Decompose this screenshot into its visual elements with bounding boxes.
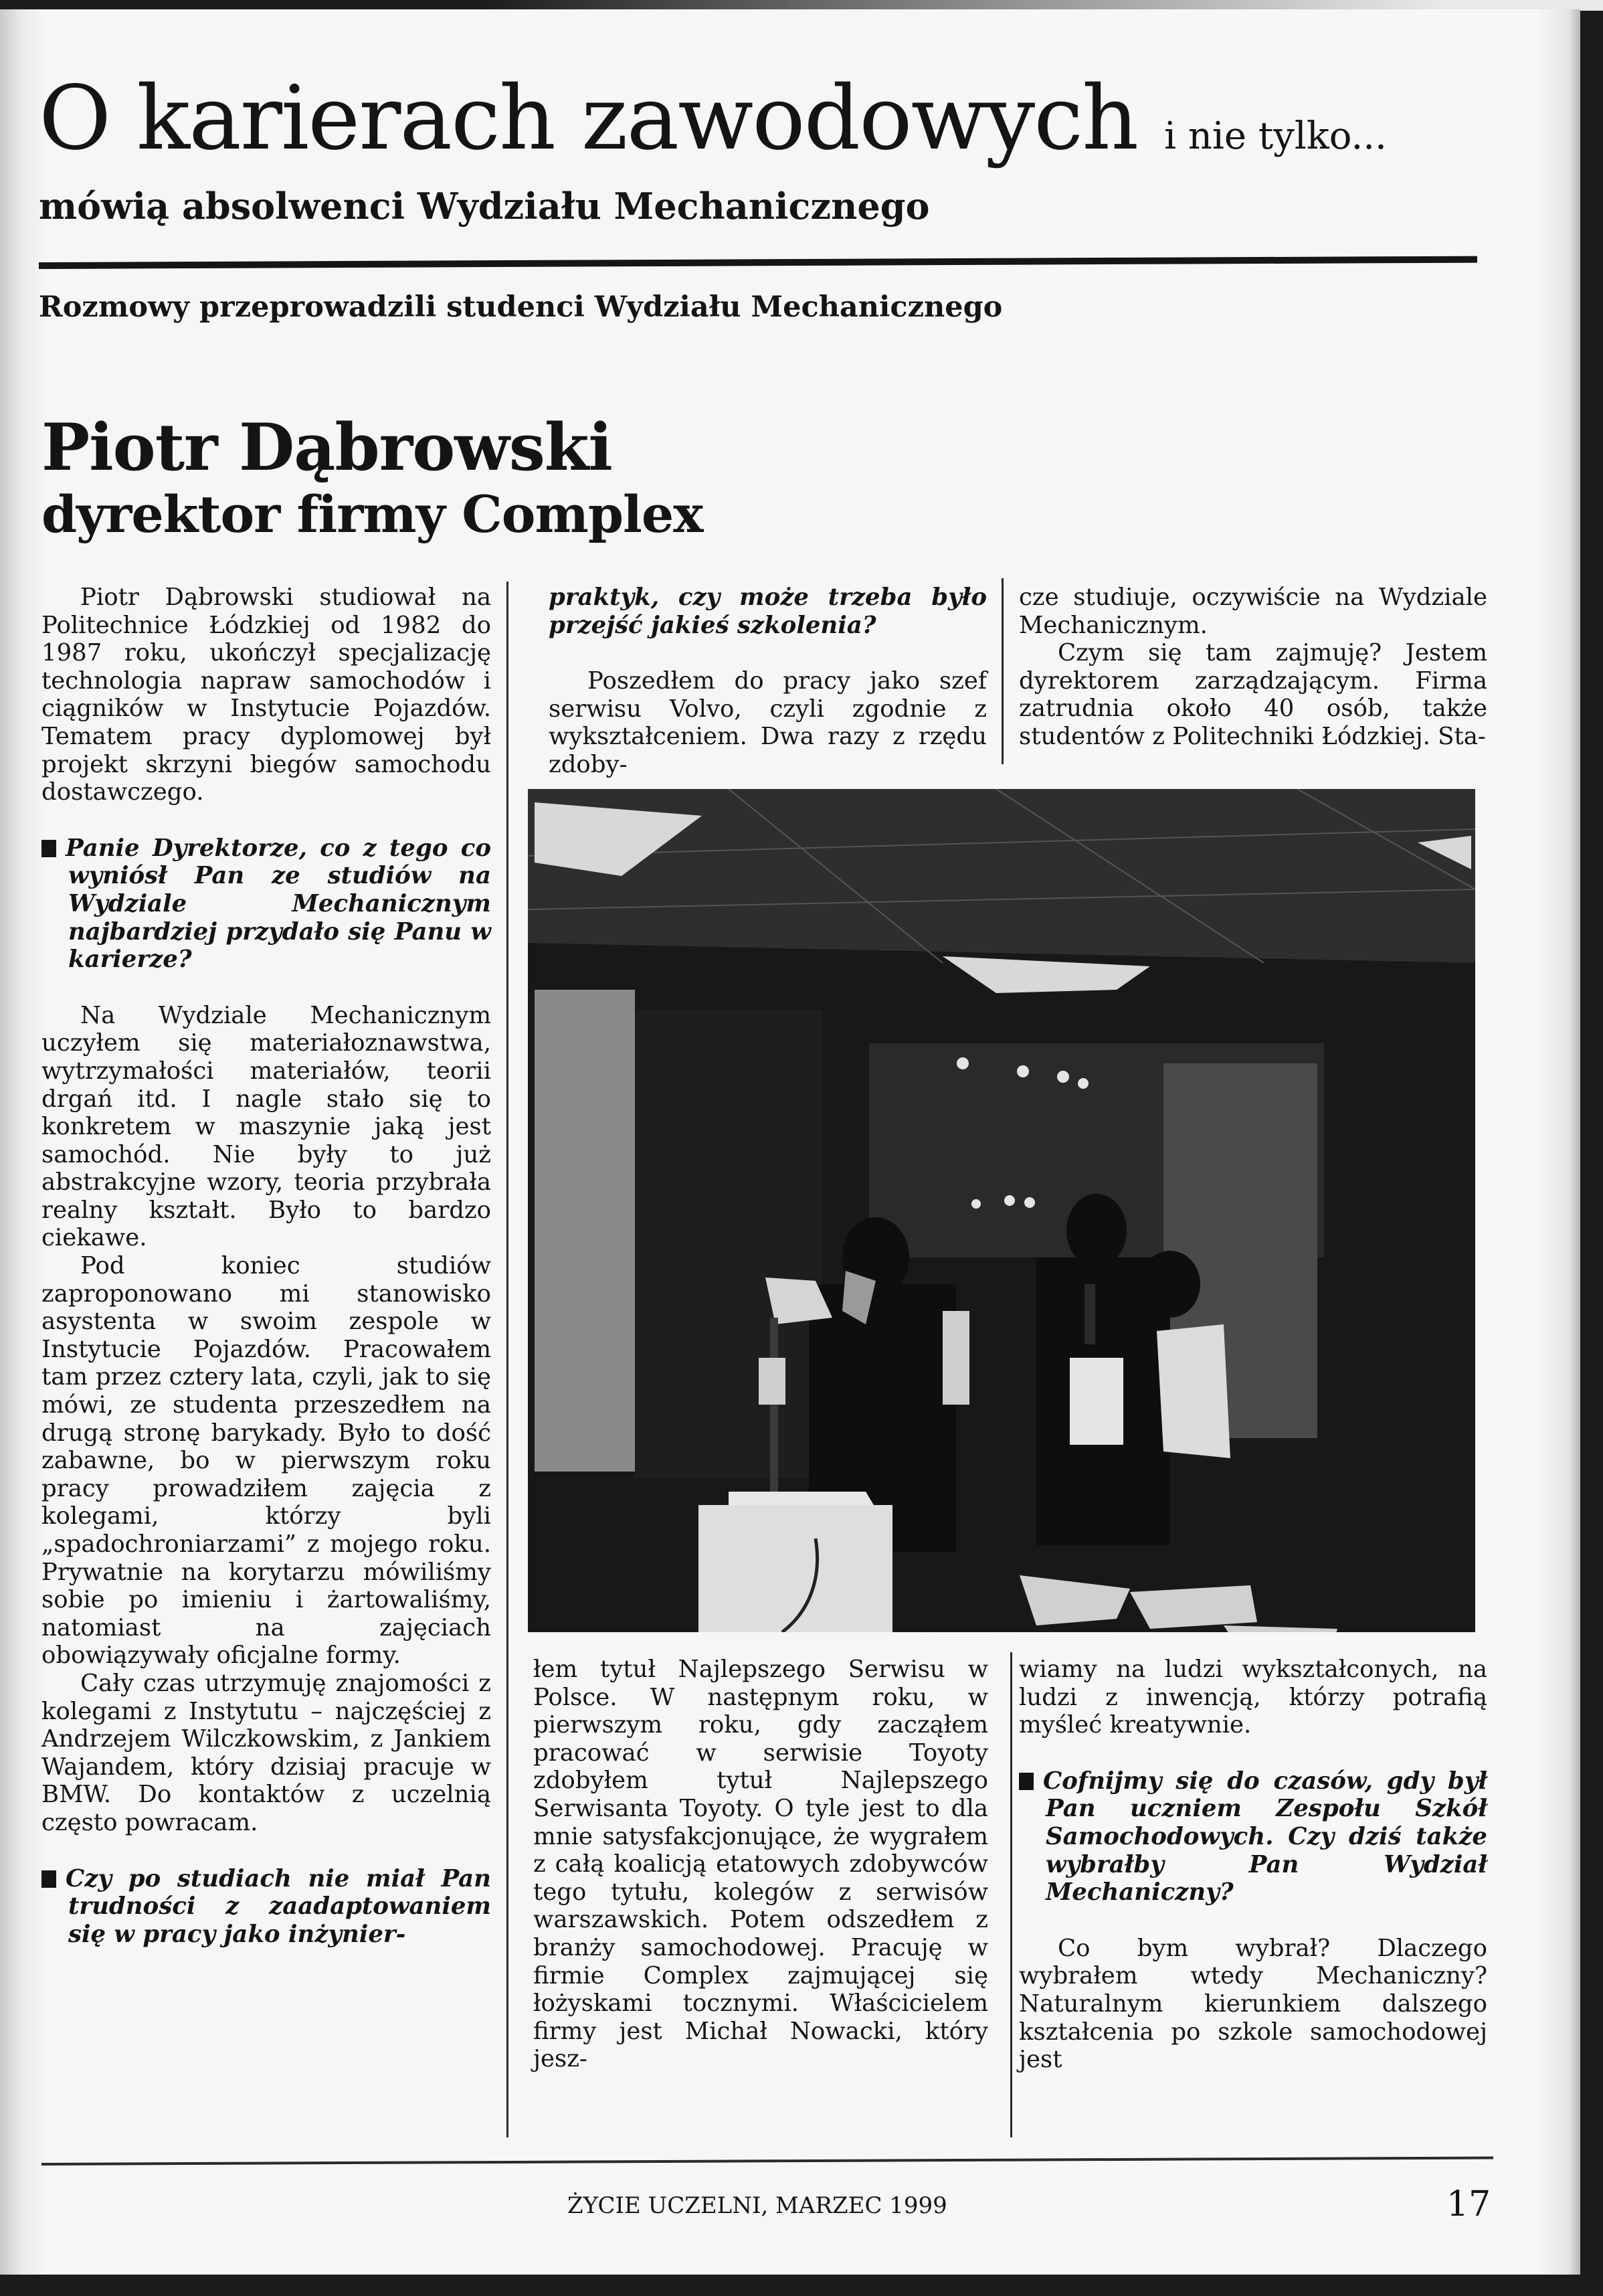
article-column-2-bottom xyxy=(533,1656,988,2073)
interview-question xyxy=(41,1865,491,1949)
article-title xyxy=(39,68,1387,187)
article-column-1 xyxy=(41,584,491,1948)
question-text: Czy po studiach nie miał Pan trudności z zaadaptowaniem się w pracy jako inżynier- xyxy=(66,1864,491,1948)
header-divider xyxy=(39,256,1477,269)
question-text: Panie Dyrektorze, co z tego co wyniósł Pan ze studiów na Wydziale Mechanicznym najbardziej przydało się Panu w karierze? xyxy=(66,834,491,974)
publication-footer: ŻYCIE UCZELNI, MARZEC 1999 xyxy=(567,2192,947,2219)
answer-paragraph: Na Wydziale Mechanicznym uczyłem się materiałoznawstwa, wytrzymałości materiałów, teorii drgań itd. I nagle stało się to konkretem w maszynie jaką jest samochód. Nie były to już abstrakcyjne wzory, teoria przybrała realny kształt. Było to bardzo ciekawe. xyxy=(41,1001,491,1252)
shirt-white xyxy=(1157,1324,1230,1458)
held-brochure xyxy=(1070,1358,1123,1445)
answer-paragraph: Czym się tam zajmuję? Jestem dyrektorem zarządzającym. Firma zatrudnia około 40 osób, także studentów z Politechniki Łódzkiej. Sta- xyxy=(1019,639,1487,750)
intro-paragraph: Piotr Dąbrowski studiował na Politechnice Łódzkiej od 1982 do 1987 roku, ukończył specjalizację technologia napraw samochodów i ciągników w Instytucie Pojazdów. Tematem pracy dyplomowej był projekt skrzyni biegów samochodu dostawczego. xyxy=(41,584,491,806)
question-bullet-icon xyxy=(41,840,56,857)
answer-paragraph: Poszedłem do pracy jako szef serwisu Volvo, czyli zgodnie z wykształceniem. Dwa razy z rzędu zdoby- xyxy=(549,667,987,778)
answer-paragraph: cze studiuje, oczywiście na Wydziale Mechanicznym. xyxy=(1019,584,1487,639)
article-photo xyxy=(528,789,1475,1632)
column-divider xyxy=(1002,578,1004,764)
question-text: Cofnijmy się do czasów, gdy był Pan uczniem Zespołu Szkół Samochodowych. Czy dziś także wybrałby Pan Wydział Mechaniczny? xyxy=(1043,1767,1487,1907)
interviewee-role: dyrektor firmy Complex xyxy=(41,484,703,544)
photo-scene xyxy=(528,789,1475,1632)
answer-paragraph: łem tytuł Najlepszego Serwisu w Polsce. W następnym roku, w pierwszym roku, gdy zacząłem pracować w serwisie Toyoty zdobyłem tytuł Najlepszego Serwisanta Toyoty. O tyle jest to dla mnie satysfakcjonujące, że wygrałem z całą koalicją etatowych zdobywców tego tytułu, kolegów z serwisów warszawskich. Potem odszedłem z branży samochodowej. Pracuję w firmie Complex zajmującej się łożyskami tocznymi. Właścicielem firmy jest Michał Nowacki, który jesz- xyxy=(533,1656,988,2073)
photo-window xyxy=(535,990,635,1472)
answer-paragraph: Cały czas utrzymuję znajomości z kolegami z Instytutu – najczęściej z Andrzejem Wilczkowskim, z Jankiem Wajandem, który dzisiaj pracuje w BMW. Do kontaktów z uczelnią często powracam. xyxy=(41,1669,491,1836)
page-number: 17 xyxy=(1446,2184,1491,2224)
title-main-text: O karierach zawodowych xyxy=(39,67,1138,170)
interviewee-name: Piotr Dąbrowski xyxy=(41,410,612,485)
answer-paragraph: Co bym wybrał? Dlaczego wybrałem wtedy Mechaniczny? Naturalnym kierunkiem dalszego kształcenia po szkole samochodowej jest xyxy=(1019,1934,1487,2074)
answer-paragraph: wiamy na ludzi wykształconych, na ludzi z inwencją, którzy potrafią myśleć kreatywnie. xyxy=(1019,1656,1487,1739)
article-column-3-top xyxy=(1019,584,1487,751)
article-column-2-top xyxy=(549,584,987,779)
interview-question xyxy=(1019,1767,1487,1907)
interview-question xyxy=(41,834,491,974)
article-subtitle: mówią absolwenci Wydziału Mechanicznego xyxy=(39,185,930,228)
article-column-3-bottom xyxy=(1019,1656,1487,2074)
magazine-page xyxy=(0,9,1580,2275)
title-suffix: i nie tylko... xyxy=(1164,114,1387,158)
question-bullet-icon xyxy=(1019,1773,1034,1790)
question-bullet-icon xyxy=(41,1870,56,1888)
column-divider xyxy=(1010,1652,1012,2137)
question-continued: praktyk, czy może trzeba było przejść jakieś szkolenia? xyxy=(549,584,987,639)
answer-paragraph: Pod koniec studiów zaproponowano mi stanowisko asystenta w swoim zespole w Instytucie Pojazdów. Pracowałem tam przez cztery lata, czyli, jak to się mówi, ze studenta przeszedłem na drugą stronę barykady. Było to dość zabawne, bo w pierwszym roku pracy prowadziłem zajęcia z kolegami, którzy byli „spadochroniarzami” z mojego roku. Prywatnie na korytarzu mówiliśmy sobie po imieniu i żartowaliśmy, natomiast na zajęciach obowiązywały oficjalne formy. xyxy=(41,1252,491,1670)
column-divider xyxy=(506,582,508,2137)
interviewers-credit: Rozmowy przeprowadzili studenci Wydziału Mechanicznego xyxy=(39,290,1003,324)
footer-divider xyxy=(41,2157,1493,2166)
